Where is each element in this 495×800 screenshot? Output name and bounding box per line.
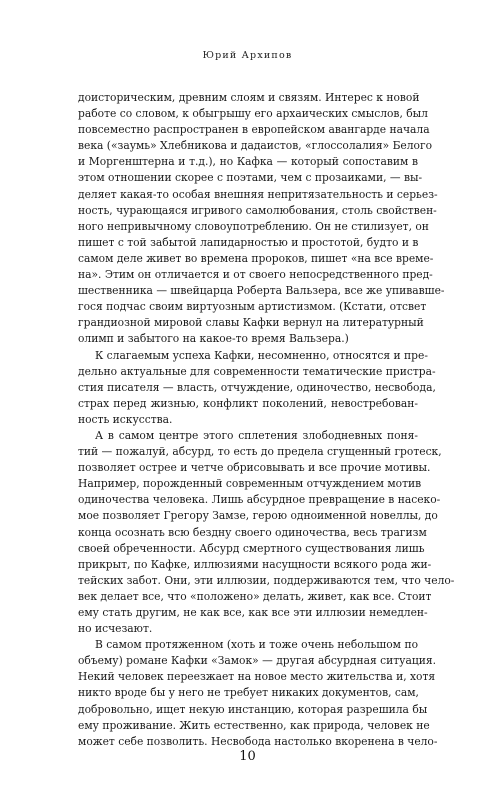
text-line: на». Этим он отличается и от своего непосредственного пред-: [78, 268, 433, 282]
text-line: Например, порожденный современным отчуждением мотив: [78, 477, 422, 491]
text-line: дельно актуальные для современности тематические пристра-: [78, 364, 436, 378]
text-line: добровольно, ищет некую инстанцию, которая разрешила бы: [78, 702, 428, 716]
paragraph: [78, 637, 438, 750]
text-line: может себе позволить. Несвобода настолько вкоренена в чело-: [78, 734, 438, 748]
text-line: но исчезают.: [78, 622, 153, 636]
text-line: своей обреченности. Абсурд смертного существования лишь: [78, 541, 425, 555]
text-line: одиночества человека. Лишь абсурдное превращение в насеко-: [78, 493, 441, 507]
text-line: пишет с той забытой лапидарностью и простотой, будто и в: [78, 235, 419, 249]
text-line: ему проживание. Жить естественно, как природа, человек не: [78, 718, 430, 732]
text-line: гося подчас своим виртуозным артистизмом. (Кстати, отсвет: [78, 300, 427, 314]
paragraph: [78, 90, 445, 348]
text-line: мое позволяет Грегору Замзе, герою одноименной новеллы, до: [78, 509, 438, 523]
text-line: этом отношении скорее с поэтами, чем с прозаиками, — вы-: [78, 171, 423, 185]
text-line: олимп и забытого на какое-то время Вальзера.): [78, 332, 349, 346]
text-line: никто вроде бы у него не требует никаких документов, сам,: [78, 686, 419, 700]
text-line: К слагаемым успеха Кафки, несомненно, относятся и пре-: [95, 348, 428, 362]
text-line: объему) романе Кафки «Замок» — другая абсурдная ситуация.: [78, 654, 436, 668]
text-line: А в самом центре этого сплетения злободневных поня-: [95, 428, 418, 442]
text-line: страх перед жизнью, конфликт поколений, невостребован-: [78, 396, 418, 410]
text-line: и Моргенштерна и т.д.), но Кафка — который сопоставим в: [78, 155, 418, 169]
text-line: В самом протяженном (хоть и тоже очень небольшом по: [95, 638, 418, 652]
text-line: работе со словом, к обыгрышу его архаических смыслов, был: [78, 107, 428, 121]
text-line: стия писателя — власть, отчуждение, одиночество, несвобода,: [78, 380, 436, 394]
paragraph: [78, 348, 436, 428]
paragraph: [78, 428, 455, 637]
page-number: 10: [239, 749, 256, 764]
text-line: ность, чурающаяся игривого самолюбования, столь свойствен-: [78, 203, 437, 217]
text-line: грандиозной мировой славы Кафки вернул на литературный: [78, 316, 424, 330]
body-text: [78, 90, 455, 750]
text-line: конца осознать всю бездну своего одиночества, весь трагизм: [78, 525, 427, 539]
text-line: самом деле живет во времена пророков, пишет «на все време-: [78, 251, 434, 265]
text-line: позволяет острее и четче обрисовывать и все прочие мотивы.: [78, 461, 431, 475]
text-line: век делает все, что «положено» делать, живет, как все. Стоит: [78, 589, 432, 603]
text-line: века («заумь» Хлебникова и дадаистов, «глоссолалия» Белого: [78, 139, 433, 153]
text-line: прикрыт, по Кафке, иллюзиями насущности всякого рода жи-: [78, 557, 432, 571]
text-line: повсеместно распространен в европейском авангарде начала: [78, 123, 430, 137]
text-line: ему стать другим, не как все, как все эти иллюзии немедлен-: [78, 606, 428, 619]
text-line: тейских забот. Они, эти иллюзии, поддерживаются тем, что чело-: [78, 573, 455, 587]
text-line: шественника — швейцарца Роберта Вальзера, все же упивавше-: [78, 284, 445, 298]
text-line: Некий человек переезжает на новое место жительства и, хотя: [78, 670, 436, 684]
running-header: Юрий Архипов: [202, 50, 293, 61]
text-line: деляет какая-то особая внешняя непритязательность и серьез-: [78, 187, 438, 201]
text-line: тий — пожалуй, абсурд, то есть до предела сгущенный гротеск,: [78, 445, 442, 459]
text-line: ность искусства.: [78, 412, 173, 426]
text-line: ного непривычному словоупотреблению. Он не стилизует, он: [78, 219, 429, 233]
text-line: доисторическим, древним слоям и связям. Интерес к новой: [78, 91, 420, 104]
